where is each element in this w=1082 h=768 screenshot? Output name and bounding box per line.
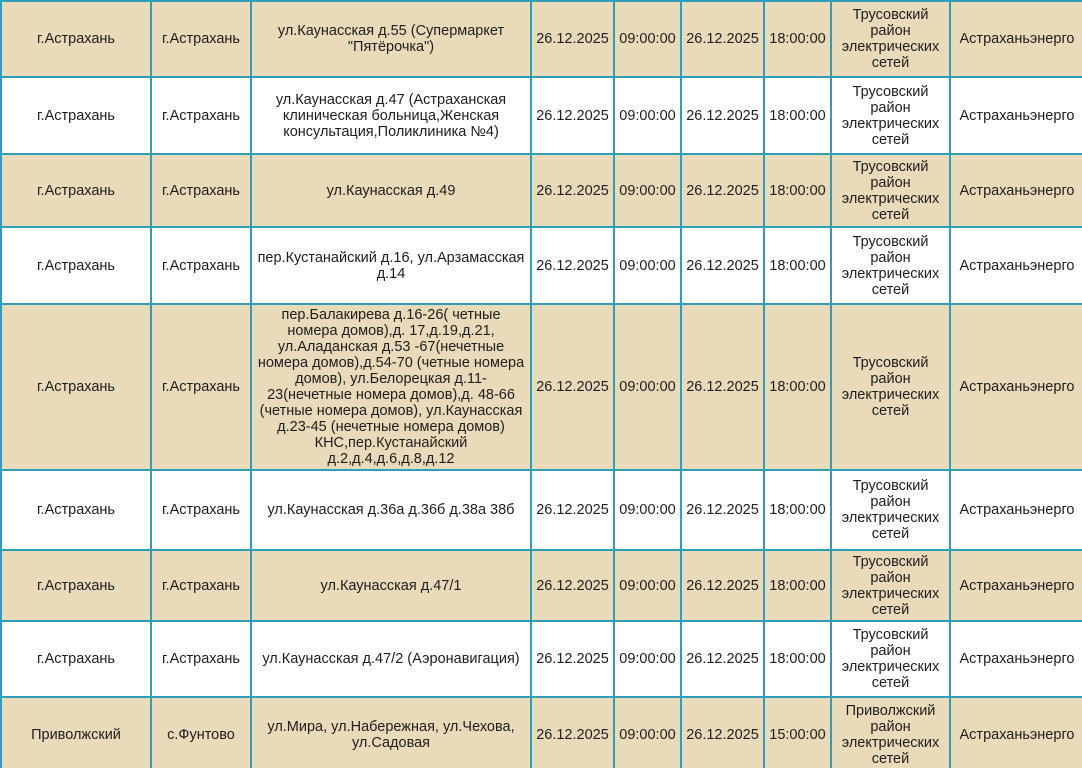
cell-end-date: 26.12.2025 xyxy=(681,154,764,227)
cell-energy-company: Астраханьэнерго xyxy=(950,550,1082,621)
cell-start-time: 09:00:00 xyxy=(614,227,681,304)
cell-district: г.Астрахань xyxy=(1,77,151,154)
cell-addresses: ул.Каунасская д.47 (Астраханская клиническая больница,Женская консультация,Поликлиника №4) xyxy=(251,77,531,154)
cell-start-date: 26.12.2025 xyxy=(531,697,614,768)
cell-end-time: 18:00:00 xyxy=(764,77,831,154)
cell-network-org: Трусовский район электрических сетей xyxy=(831,550,950,621)
table-row xyxy=(1,227,1082,304)
cell-energy-company: Астраханьэнерго xyxy=(950,304,1082,470)
cell-start-time: 09:00:00 xyxy=(614,621,681,697)
cell-start-time: 09:00:00 xyxy=(614,154,681,227)
cell-network-org: Приволжский район электрических сетей xyxy=(831,697,950,768)
cell-settlement: г.Астрахань xyxy=(151,1,251,77)
table-row xyxy=(1,1,1082,77)
cell-settlement: г.Астрахань xyxy=(151,621,251,697)
table-row xyxy=(1,154,1082,227)
cell-start-date: 26.12.2025 xyxy=(531,227,614,304)
cell-end-time: 18:00:00 xyxy=(764,227,831,304)
cell-settlement: г.Астрахань xyxy=(151,77,251,154)
cell-start-date: 26.12.2025 xyxy=(531,621,614,697)
cell-start-date: 26.12.2025 xyxy=(531,550,614,621)
cell-district: г.Астрахань xyxy=(1,154,151,227)
cell-energy-company: Астраханьэнерго xyxy=(950,77,1082,154)
cell-end-date: 26.12.2025 xyxy=(681,1,764,77)
table-row xyxy=(1,77,1082,154)
cell-start-date: 26.12.2025 xyxy=(531,77,614,154)
cell-end-time: 18:00:00 xyxy=(764,304,831,470)
cell-district: г.Астрахань xyxy=(1,550,151,621)
cell-start-time: 09:00:00 xyxy=(614,304,681,470)
cell-start-time: 09:00:00 xyxy=(614,1,681,77)
cell-start-date: 26.12.2025 xyxy=(531,154,614,227)
cell-end-time: 15:00:00 xyxy=(764,697,831,768)
cell-district: г.Астрахань xyxy=(1,470,151,550)
cell-network-org: Трусовский район электрических сетей xyxy=(831,77,950,154)
cell-settlement: г.Астрахань xyxy=(151,154,251,227)
cell-end-date: 26.12.2025 xyxy=(681,550,764,621)
cell-addresses: ул.Каунасская д.47/2 (Аэронавигация) xyxy=(251,621,531,697)
cell-start-date: 26.12.2025 xyxy=(531,1,614,77)
cell-network-org: Трусовский район электрических сетей xyxy=(831,1,950,77)
cell-end-date: 26.12.2025 xyxy=(681,304,764,470)
cell-settlement: г.Астрахань xyxy=(151,470,251,550)
cell-start-time: 09:00:00 xyxy=(614,470,681,550)
cell-end-date: 26.12.2025 xyxy=(681,621,764,697)
cell-start-time: 09:00:00 xyxy=(614,77,681,154)
cell-settlement: с.Фунтово xyxy=(151,697,251,768)
cell-start-date: 26.12.2025 xyxy=(531,304,614,470)
table-row xyxy=(1,697,1082,768)
cell-end-date: 26.12.2025 xyxy=(681,77,764,154)
cell-district: Приволжский xyxy=(1,697,151,768)
cell-end-time: 18:00:00 xyxy=(764,154,831,227)
cell-start-time: 09:00:00 xyxy=(614,697,681,768)
cell-end-date: 26.12.2025 xyxy=(681,697,764,768)
cell-network-org: Трусовский район электрических сетей xyxy=(831,470,950,550)
cell-addresses: ул.Мира, ул.Набережная, ул.Чехова, ул.Садовая xyxy=(251,697,531,768)
cell-end-date: 26.12.2025 xyxy=(681,227,764,304)
cell-end-time: 18:00:00 xyxy=(764,550,831,621)
cell-network-org: Трусовский район электрических сетей xyxy=(831,154,950,227)
cell-network-org: Трусовский район электрических сетей xyxy=(831,227,950,304)
table-row xyxy=(1,550,1082,621)
cell-energy-company: Астраханьэнерго xyxy=(950,621,1082,697)
cell-addresses: пер.Балакирева д.16-26( четные номера домов),д. 17,д.19,д.21, ул.Аладанская д.53 -67(нечетные номера домов),д.54-70 (четные номера домов), ул.Белорецкая д.11-23(нечетные номера домов),д. 48-66 (четные номера домов), ул.Каунасская д.23-45 (нечетные номера домов) КНС,пер.Кустанайский д.2,д.4,д.6,д.8,д.12 xyxy=(251,304,531,470)
cell-addresses: ул.Каунасская д.47/1 xyxy=(251,550,531,621)
cell-energy-company: Астраханьэнерго xyxy=(950,1,1082,77)
cell-settlement: г.Астрахань xyxy=(151,227,251,304)
cell-district: г.Астрахань xyxy=(1,304,151,470)
cell-energy-company: Астраханьэнерго xyxy=(950,697,1082,768)
cell-network-org: Трусовский район электрических сетей xyxy=(831,304,950,470)
cell-addresses: ул.Каунасская д.55 (Супермаркет "Пятёрочка") xyxy=(251,1,531,77)
cell-end-time: 18:00:00 xyxy=(764,621,831,697)
cell-addresses: ул.Каунасская д.49 xyxy=(251,154,531,227)
cell-start-time: 09:00:00 xyxy=(614,550,681,621)
table-row xyxy=(1,304,1082,470)
cell-addresses: пер.Кустанайский д.16, ул.Арзамасская д.14 xyxy=(251,227,531,304)
table-row xyxy=(1,470,1082,550)
cell-energy-company: Астраханьэнерго xyxy=(950,154,1082,227)
cell-end-time: 18:00:00 xyxy=(764,470,831,550)
cell-district: г.Астрахань xyxy=(1,621,151,697)
table-row xyxy=(1,621,1082,697)
cell-addresses: ул.Каунасская д.36а д.36б д.38а 38б xyxy=(251,470,531,550)
cell-district: г.Астрахань xyxy=(1,1,151,77)
cell-energy-company: Астраханьэнерго xyxy=(950,227,1082,304)
cell-settlement: г.Астрахань xyxy=(151,550,251,621)
cell-network-org: Трусовский район электрических сетей xyxy=(831,621,950,697)
cell-start-date: 26.12.2025 xyxy=(531,470,614,550)
cell-end-time: 18:00:00 xyxy=(764,1,831,77)
cell-energy-company: Астраханьэнерго xyxy=(950,470,1082,550)
cell-district: г.Астрахань xyxy=(1,227,151,304)
cell-end-date: 26.12.2025 xyxy=(681,470,764,550)
cell-settlement: г.Астрахань xyxy=(151,304,251,470)
